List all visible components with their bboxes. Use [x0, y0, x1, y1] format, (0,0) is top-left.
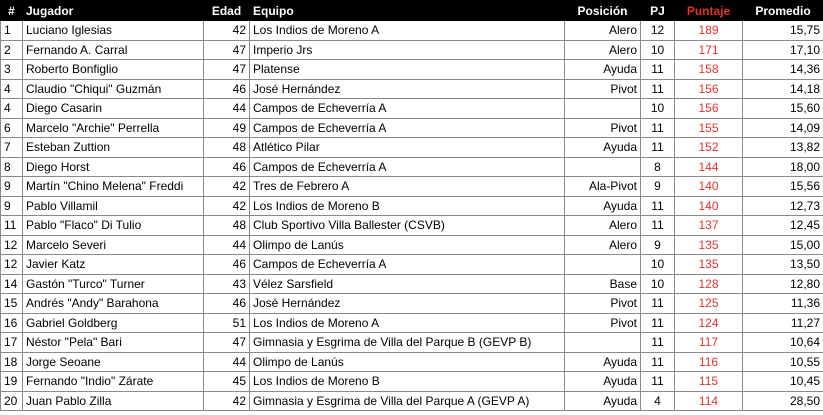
cell-edad: 44: [204, 352, 250, 372]
cell-promedio: 15,00: [743, 235, 823, 255]
cell-edad: 47: [204, 333, 250, 353]
cell-posicion: [565, 99, 641, 119]
cell-equipo: Tres de Febrero A: [250, 177, 565, 197]
table-row: [1, 21, 823, 41]
cell-rank: 9: [1, 196, 23, 216]
cell-promedio: 28,50: [743, 391, 823, 411]
table-row: [1, 79, 823, 99]
cell-puntaje: 156: [675, 79, 743, 99]
cell-promedio: 18,00: [743, 157, 823, 177]
cell-equipo: Vélez Sarsfield: [250, 274, 565, 294]
cell-jugador: Pablo Villamil: [23, 196, 204, 216]
header-posicion: Posición: [565, 1, 641, 21]
cell-rank: 4: [1, 99, 23, 119]
table-row: [1, 216, 823, 236]
cell-posicion: Alero: [565, 216, 641, 236]
cell-jugador: Fernando "Indio" Zárate: [23, 372, 204, 392]
cell-pj: 10: [641, 40, 675, 60]
header-rank: #: [1, 1, 23, 21]
cell-posicion: Ayuda: [565, 372, 641, 392]
cell-posicion: [565, 333, 641, 353]
cell-rank: 20: [1, 391, 23, 411]
cell-promedio: 14,36: [743, 60, 823, 80]
cell-puntaje: 135: [675, 255, 743, 275]
table-body: [1, 21, 823, 411]
cell-puntaje: 137: [675, 216, 743, 236]
cell-promedio: 10,64: [743, 333, 823, 353]
cell-posicion: Pivot: [565, 118, 641, 138]
cell-promedio: 15,75: [743, 21, 823, 41]
cell-posicion: [565, 157, 641, 177]
cell-equipo: Gimnasia y Esgrima de Villa del Parque A (GEVP A): [250, 391, 565, 411]
header-puntaje: Puntaje: [675, 1, 743, 21]
cell-edad: 42: [204, 391, 250, 411]
cell-jugador: Esteban Zuttion: [23, 138, 204, 158]
cell-posicion: Alero: [565, 235, 641, 255]
cell-rank: 3: [1, 60, 23, 80]
cell-pj: 11: [641, 216, 675, 236]
cell-promedio: 12,73: [743, 196, 823, 216]
cell-rank: 18: [1, 352, 23, 372]
cell-edad: 47: [204, 40, 250, 60]
cell-pj: 11: [641, 79, 675, 99]
cell-rank: 19: [1, 372, 23, 392]
cell-posicion: Ayuda: [565, 60, 641, 80]
cell-jugador: Diego Casarin: [23, 99, 204, 119]
cell-posicion: Alero: [565, 40, 641, 60]
cell-jugador: Luciano Iglesias: [23, 21, 204, 41]
table-row: [1, 177, 823, 197]
cell-puntaje: 152: [675, 138, 743, 158]
cell-puntaje: 158: [675, 60, 743, 80]
cell-posicion: Pivot: [565, 294, 641, 314]
table-row: [1, 352, 823, 372]
table-row: [1, 118, 823, 138]
cell-jugador: Néstor "Pela" Bari: [23, 333, 204, 353]
cell-pj: 9: [641, 235, 675, 255]
cell-equipo: Olimpo de Lanús: [250, 235, 565, 255]
cell-pj: 4: [641, 391, 675, 411]
cell-rank: 1: [1, 21, 23, 41]
cell-jugador: Diego Horst: [23, 157, 204, 177]
header-equipo: Equipo: [250, 1, 565, 21]
cell-pj: 11: [641, 118, 675, 138]
cell-edad: 46: [204, 255, 250, 275]
cell-pj: 8: [641, 157, 675, 177]
table-row: [1, 333, 823, 353]
cell-jugador: Marcelo "Archie" Perrella: [23, 118, 204, 138]
cell-jugador: Gastón "Turco" Turner: [23, 274, 204, 294]
cell-rank: 16: [1, 313, 23, 333]
cell-edad: 51: [204, 313, 250, 333]
cell-jugador: Gabriel Goldberg: [23, 313, 204, 333]
cell-edad: 46: [204, 294, 250, 314]
cell-rank: 12: [1, 255, 23, 275]
cell-jugador: Javier Katz: [23, 255, 204, 275]
cell-equipo: Club Sportivo Villa Ballester (CSVB): [250, 216, 565, 236]
cell-equipo: Platense: [250, 60, 565, 80]
cell-puntaje: 124: [675, 313, 743, 333]
cell-puntaje: 156: [675, 99, 743, 119]
cell-puntaje: 117: [675, 333, 743, 353]
cell-pj: 11: [641, 60, 675, 80]
cell-posicion: [565, 255, 641, 275]
header-pj: PJ: [641, 1, 675, 21]
cell-equipo: Atlético Pilar: [250, 138, 565, 158]
cell-edad: 43: [204, 274, 250, 294]
cell-pj: 11: [641, 138, 675, 158]
cell-edad: 44: [204, 99, 250, 119]
cell-rank: 14: [1, 274, 23, 294]
cell-posicion: Ayuda: [565, 391, 641, 411]
cell-posicion: Base: [565, 274, 641, 294]
cell-posicion: Ala-Pivot: [565, 177, 641, 197]
cell-edad: 46: [204, 79, 250, 99]
cell-puntaje: 171: [675, 40, 743, 60]
cell-puntaje: 135: [675, 235, 743, 255]
cell-rank: 12: [1, 235, 23, 255]
table-row: [1, 40, 823, 60]
table-row: [1, 294, 823, 314]
cell-rank: 9: [1, 177, 23, 197]
cell-promedio: 14,18: [743, 79, 823, 99]
header-row: [1, 1, 823, 21]
cell-jugador: Fernando A. Carral: [23, 40, 204, 60]
cell-edad: 48: [204, 216, 250, 236]
cell-equipo: Gimnasia y Esgrima de Villa del Parque B (GEVP B): [250, 333, 565, 353]
cell-equipo: Campos de Echeverría A: [250, 99, 565, 119]
cell-pj: 11: [641, 372, 675, 392]
cell-edad: 45: [204, 372, 250, 392]
cell-promedio: 17,10: [743, 40, 823, 60]
cell-jugador: Marcelo Severi: [23, 235, 204, 255]
cell-pj: 10: [641, 255, 675, 275]
cell-promedio: 15,60: [743, 99, 823, 119]
cell-promedio: 14,09: [743, 118, 823, 138]
cell-jugador: Juan Pablo Zilla: [23, 391, 204, 411]
cell-posicion: Pivot: [565, 79, 641, 99]
cell-rank: 6: [1, 118, 23, 138]
cell-equipo: José Hernández: [250, 294, 565, 314]
cell-pj: 10: [641, 274, 675, 294]
cell-pj: 11: [641, 333, 675, 353]
cell-promedio: 12,80: [743, 274, 823, 294]
table-row: [1, 196, 823, 216]
cell-puntaje: 125: [675, 294, 743, 314]
cell-promedio: 11,36: [743, 294, 823, 314]
table-row: [1, 274, 823, 294]
cell-promedio: 13,50: [743, 255, 823, 275]
cell-promedio: 15,56: [743, 177, 823, 197]
cell-equipo: Los Indios de Moreno A: [250, 21, 565, 41]
cell-puntaje: 115: [675, 372, 743, 392]
cell-jugador: Jorge Seoane: [23, 352, 204, 372]
cell-equipo: Los Indios de Moreno A: [250, 313, 565, 333]
cell-jugador: Martín "Chino Melena" Freddi: [23, 177, 204, 197]
cell-posicion: Alero: [565, 21, 641, 41]
cell-pj: 11: [641, 352, 675, 372]
cell-puntaje: 140: [675, 177, 743, 197]
cell-equipo: Los Indios de Moreno B: [250, 196, 565, 216]
cell-edad: 42: [204, 21, 250, 41]
table-row: [1, 60, 823, 80]
cell-posicion: Ayuda: [565, 352, 641, 372]
cell-equipo: Los Indios de Moreno B: [250, 372, 565, 392]
table-row: [1, 255, 823, 275]
cell-puntaje: 128: [675, 274, 743, 294]
cell-puntaje: 144: [675, 157, 743, 177]
cell-equipo: Campos de Echeverría A: [250, 157, 565, 177]
cell-promedio: 10,55: [743, 352, 823, 372]
cell-pj: 11: [641, 313, 675, 333]
cell-edad: 48: [204, 138, 250, 158]
cell-jugador: Roberto Bonfiglio: [23, 60, 204, 80]
cell-puntaje: 189: [675, 21, 743, 41]
cell-equipo: Olimpo de Lanús: [250, 352, 565, 372]
cell-edad: 42: [204, 177, 250, 197]
cell-equipo: José Hernández: [250, 79, 565, 99]
cell-pj: 11: [641, 196, 675, 216]
cell-puntaje: 114: [675, 391, 743, 411]
cell-rank: 4: [1, 79, 23, 99]
table-row: [1, 235, 823, 255]
cell-posicion: Pivot: [565, 313, 641, 333]
cell-rank: 7: [1, 138, 23, 158]
cell-promedio: 12,45: [743, 216, 823, 236]
header-jugador: Jugador: [23, 1, 204, 21]
cell-pj: 12: [641, 21, 675, 41]
header-edad: Edad: [204, 1, 250, 21]
cell-posicion: Ayuda: [565, 196, 641, 216]
cell-edad: 42: [204, 196, 250, 216]
cell-rank: 15: [1, 294, 23, 314]
cell-equipo: Campos de Echeverría A: [250, 255, 565, 275]
cell-jugador: Claudio "Chiqui" Guzmán: [23, 79, 204, 99]
table-row: [1, 99, 823, 119]
cell-rank: 11: [1, 216, 23, 236]
cell-promedio: 10,45: [743, 372, 823, 392]
table-row: [1, 391, 823, 411]
table-row: [1, 157, 823, 177]
table-row: [1, 372, 823, 392]
cell-puntaje: 116: [675, 352, 743, 372]
cell-edad: 49: [204, 118, 250, 138]
cell-edad: 46: [204, 157, 250, 177]
cell-jugador: Andrés "Andy" Barahona: [23, 294, 204, 314]
cell-promedio: 13,82: [743, 138, 823, 158]
cell-rank: 8: [1, 157, 23, 177]
cell-equipo: Campos de Echeverría A: [250, 118, 565, 138]
cell-edad: 47: [204, 60, 250, 80]
table-row: [1, 313, 823, 333]
cell-pj: 9: [641, 177, 675, 197]
cell-puntaje: 155: [675, 118, 743, 138]
cell-promedio: 11,27: [743, 313, 823, 333]
cell-rank: 2: [1, 40, 23, 60]
cell-puntaje: 140: [675, 196, 743, 216]
cell-pj: 11: [641, 294, 675, 314]
cell-rank: 17: [1, 333, 23, 353]
header-promedio: Promedio: [743, 1, 823, 21]
cell-pj: 10: [641, 99, 675, 119]
cell-jugador: Pablo "Flaco" Di Tulio: [23, 216, 204, 236]
cell-posicion: Ayuda: [565, 138, 641, 158]
table-row: [1, 138, 823, 158]
cell-edad: 44: [204, 235, 250, 255]
cell-equipo: Imperio Jrs: [250, 40, 565, 60]
